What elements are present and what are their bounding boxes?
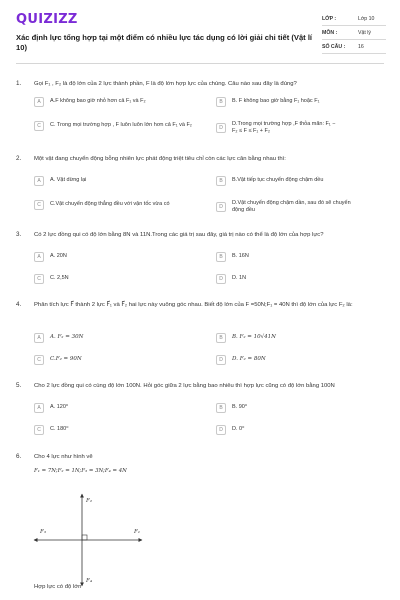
option-text: C. 180⁰ [50,426,69,433]
question-text: Một vật đang chuyển động bỗng nhiên lực phát động triệt tiêu chỉ còn các lực cân bằng nhau thì: [34,156,286,162]
option-b[interactable] [216,403,247,413]
option-letter: D [216,274,226,284]
option-letter: B [216,176,226,186]
label-f2: F₂ [86,498,93,504]
option-d[interactable] [216,425,244,435]
label-f4: F₄ [86,578,93,584]
option-letter: B [216,333,226,343]
question-text: Phân tích lực F⃗ thành 2 lực F⃗₁ và F⃗₂ hai lực này vuông góc nhau. Biết độ lớn của F =50N;F₁ = 40N thì độ lớn của lực F₂ là: [34,302,353,308]
option-c[interactable] [34,425,68,435]
option-text: C. Trong mọi trường hợp , F luôn luôn lớn hơn cả F₁ và F₂ [50,122,192,129]
option-letter: C [34,200,44,210]
option-a[interactable] [34,333,83,343]
option-letter: B [216,252,226,262]
option-b[interactable] [216,176,392,186]
option-letter: D [216,425,226,435]
option-c[interactable] [34,200,215,210]
option-text: D. 0⁰ [232,426,245,433]
option-a[interactable] [34,97,210,107]
option-letter: B [216,97,226,107]
option-text: C.Vật chuyển động thẳng đều với vận tốc vừa có [50,201,170,208]
option-text: C.F₂ = 90N [50,356,82,363]
question-text: Cho 2 lực đồng qui có cùng độ lớn 100N. Hỏi góc giữa 2 lực bằng bao nhiêu thì hợp lực cũng có độ lớn bằng 100N [34,383,335,389]
option-b[interactable] [216,252,249,262]
option-d[interactable] [216,355,266,365]
option-text: B. 90⁰ [232,404,248,411]
option-letter: A [34,176,44,186]
question-number: 2. [16,155,22,162]
option-c[interactable] [34,121,200,131]
question-number: 5. [16,382,22,389]
page-title: Xác định lực tổng hợp tại một điểm có nhiều lực tác dụng có lời giải chi tiết (Vật lí 10) [16,33,313,52]
option-a[interactable] [34,176,210,186]
meta-row-grade [322,12,386,26]
question-text: Cho 4 lực như hình vẽ [34,454,93,460]
option-d[interactable] [216,200,352,215]
option-text: A.F không bao giờ nhỏ hơn cả F₁ và F₂ [50,98,146,105]
meta-table [322,12,386,54]
meta-value: Vật lý [358,29,371,36]
option-text: B. F₂ = 10√41N [232,334,276,341]
meta-value: 16 [358,43,364,50]
meta-value: Lớp 10 [358,15,375,22]
option-c[interactable] [34,274,69,284]
option-text: D. 1N [232,275,247,282]
option-text: D.Vật chuyển động chậm dần, sau đó sẽ chuyển động đều [232,200,351,214]
meta-row-count [322,40,386,54]
option-letter: B [216,403,226,413]
option-text: B. 16N [232,253,249,260]
quizizz-logo: QUIZIZZ [16,12,78,27]
option-letter: C [34,425,44,435]
question-formula: F₁ = 7N;F₂ = 1N;F₃ = 3N;F₄ = 4N [34,468,127,474]
option-text: C. 2,5N [50,275,69,282]
option-d[interactable] [216,274,246,284]
option-letter: C [34,121,44,131]
option-letter: C [34,274,44,284]
question-footer: Hợp lực có độ lớn [34,584,82,590]
option-letter: A [34,252,44,262]
question-number: 3. [16,231,22,238]
option-text: B.Vật tiếp tục chuyển động chậm dều [232,177,324,184]
option-text: A. Vật dừng lại [50,177,87,184]
option-a[interactable] [34,403,68,413]
header-divider [16,63,384,64]
option-letter: C [34,355,44,365]
option-text: A. 120⁰ [50,404,69,411]
label-f3: F₃ [40,529,47,535]
option-a[interactable] [34,252,67,262]
option-letter: A [34,97,44,107]
option-text: A. 20N [50,253,67,260]
meta-row-subject [322,26,386,40]
question-number: 6. [16,453,22,460]
option-b[interactable] [216,97,392,107]
option-letter: D [216,123,226,133]
option-c[interactable] [34,355,82,365]
meta-key: MÔN : [322,29,338,36]
option-letter: A [34,403,44,413]
question-text: Gọi F₁ , F₂ là độ lớn của 2 lực thành phần, F là độ lớn hợp lực của chúng. Câu nào sau đây là đúng? [34,81,297,87]
label-f1: F₁ [134,529,141,535]
option-d[interactable] [216,121,342,136]
question-number: 1. [16,80,22,87]
meta-key: SỐ CÂU : [322,43,346,50]
force-vector-figure [32,477,152,597]
question-number: 4. [16,301,22,308]
meta-key: LỚP : [322,15,337,22]
option-text: A. F₂ = 30N [50,334,84,341]
option-text: B. F không bao giờ bằng F₁ hoặc F₁ [232,98,320,105]
right-angle-mark [82,535,87,540]
option-text: D.Trong mọi trường hợp ,F thỏa mãn: F₁ − F₂ ≤ F ≤ F₁ + F₂ [232,121,336,135]
option-letter: D [216,202,226,212]
option-b[interactable] [216,333,276,343]
option-letter: A [34,333,44,343]
question-text: Có 2 lực đồng qui có độ lớn bằng 8N và 11N.Trong các giá trị sau đây, giá trị nào có thể là độ lớn của hợp lực? [34,232,324,238]
option-text: D. F₂ = 80N [232,356,266,363]
option-letter: D [216,355,226,365]
